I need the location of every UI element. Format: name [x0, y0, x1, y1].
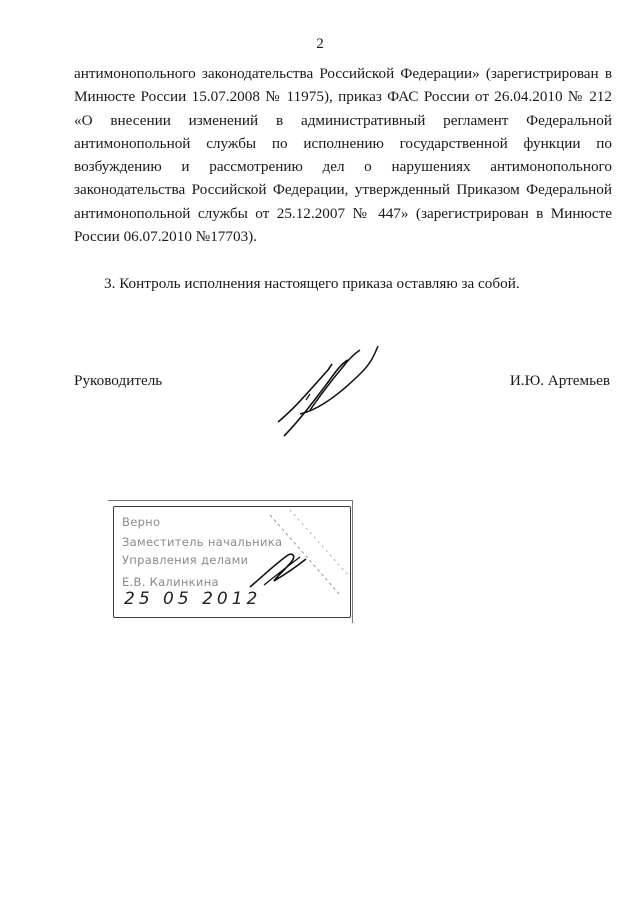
stamp-line-position: Заместитель начальника	[122, 535, 283, 549]
handwritten-signature	[270, 340, 390, 440]
stamp-line-verified: Верно	[122, 515, 161, 529]
body-line: антимонопольного законодательства Российской Федерации» (зарегистрирован в	[74, 65, 612, 82]
stamp-date: 25 05 2012	[124, 589, 262, 609]
page-number: 2	[316, 36, 324, 52]
stamp-line-person: Е.В. Калинкина	[122, 575, 219, 589]
stamp-line-department: Управления делами	[122, 553, 249, 567]
certification-stamp	[113, 506, 351, 618]
body-line: антимонопольной службы от 25.12.2007 № 447» (зарегистрирован в Минюсте	[74, 204, 612, 222]
stamp-signature	[244, 547, 314, 597]
body-line: России 06.07.2010 №17703).	[74, 228, 258, 246]
body-line: Минюсте России 15.07.2008 № 11975), приказ ФАС России от 26.04.2010 № 212	[74, 88, 612, 106]
body-line: антимонопольной службы по исполнению государственной функции по	[74, 134, 612, 152]
body-line: законодательства Российской Федерации, утвержденный Приказом Федеральной	[74, 181, 612, 199]
paragraph-3: 3. Контроль исполнения настоящего приказа оставляю за собой.	[104, 275, 520, 292]
body-paragraph	[74, 62, 612, 248]
signer-role: Руководитель	[74, 372, 163, 389]
signer-name: И.Ю. Артемьев	[509, 372, 610, 389]
body-line: возбуждению и рассмотрению дел о нарушениях антимонопольного	[74, 158, 612, 176]
body-line: «О внесении изменений в административный регламент Федеральной	[74, 111, 612, 129]
